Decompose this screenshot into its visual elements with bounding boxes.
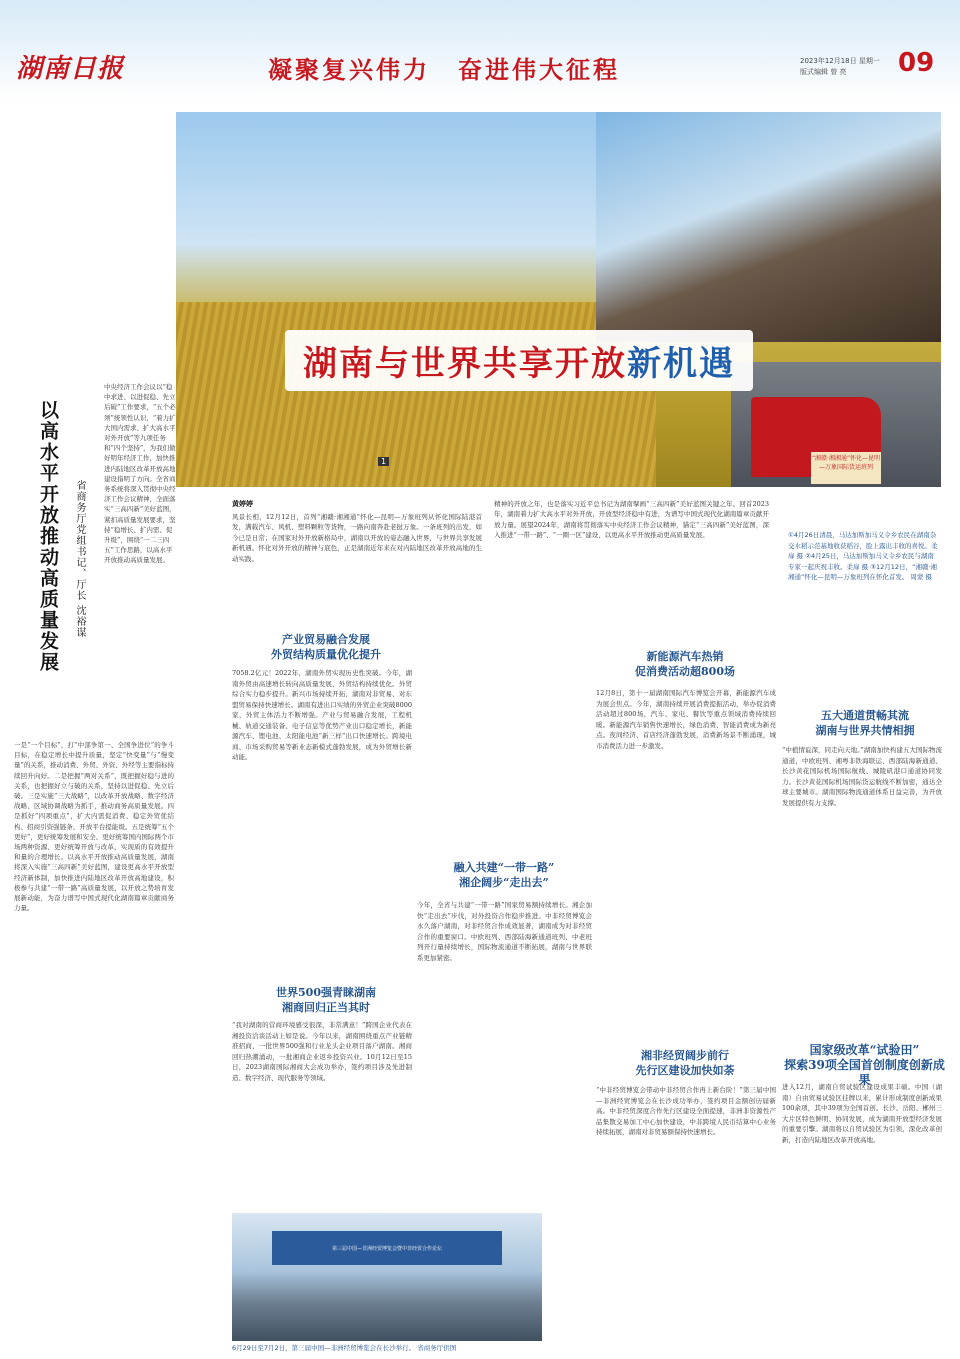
section-title-africa: 湘非经贸阔步前行 先行区建设加快如荼 — [635, 1049, 735, 1077]
newspaper-logo: 湖南日报 — [16, 54, 125, 84]
intro-right: 精神的开放之年，也是落实习近平总书记为湖南擘画“三高四新”美好蓝图关键之年。回首2023年，湖南着力扩大高水平对外开放，开放型经济稳中有进，为谱写中国式现代化湖南篇章贡献开放力量。展望2024年，湖南将贯彻落实中央经济工作会议精神，锚定“三高四新”美好蓝图，深入推进“一带一路”、“一圈一区”建设，以更高水平开放推动更高质量发展。 — [494, 500, 769, 540]
issue-date: 2023年12月18日 星期一 — [800, 57, 880, 65]
left-article-title: 以高水平开放推动高质量发展 — [37, 400, 59, 673]
main-headline — [285, 330, 753, 391]
section-title-channels: 五大通道贯畅其流 湖南与世界共情相拥 — [815, 709, 915, 737]
section-text-trade: 7058.2亿元！2022年，湖南外贸实现历史性突破。今年，湖南外贸由高速增长转向高质量发展，外贸结构持续优化。外贸综合实力稳步提升。新兴市场持续开拓，湖南对非贸易、对东盟贸易保持快速增长。湖南有进出口实绩的外贸企业突破8000家，外贸主体活力不断增强。产业与贸易融合发展，工程机械、轨道交通装备、电子信息等优势产业出口稳定增长，新能源汽车、锂电池、太阳能电池“新三样”出口快速增长。跨境电商、市场采购贸易等新业态新模式蓬勃发展，成为外贸增长新动能。 — [232, 669, 412, 761]
expo-screen-text: 第三届中国—非洲经贸博览会暨中非经贸合作论坛 — [331, 1246, 442, 1252]
intro-left: 风景长相，12月12日，首列“湘赣·湘湘通”怀化—昆明—万象班列从怀化国际陆港首发，满载汽车、风机、塑料颗粒等货物，一路向南奔赴老挝万象。一条班列的出发，如今已是日常；在国家对外开放新格局中，湖南以开放的姿态融入世界，与世界共享发展新机遇。怀化对外开放的精神与底色，正是湖南近年来在对内陆地区改革开放高地的生动实践。 — [232, 513, 482, 563]
issue-meta — [800, 56, 900, 78]
hero-photo-collage — [176, 112, 941, 487]
section-title-beltroad: 融入共建“一带一路” 湘企阔步“走出去” — [453, 861, 555, 889]
headline-red: 湖南与世界共享开放 — [303, 344, 627, 384]
expo-photo-caption: 6月29日至7月2日，第三届中国—非洲经贸博览会在长沙举行。 省商务厅供图 — [232, 1344, 457, 1352]
article-byline: 黄婷婷 — [232, 500, 253, 508]
section-text-ev: 12月8日，第十一届湖南国际汽车博览会开幕，新能源汽车成为展会焦点。今年，湖南持续开展消费提振活动，举办促消费活动超过800场，汽车、家电、餐饮等重点领域消费持续回暖。新能源汽车销售快速增长，绿色消费、智能消费成为新亮点。夜间经济、首店经济蓬勃发展，消费新场景不断涌现，城市消费活力进一步激发。 — [596, 689, 776, 750]
section-text-beltroad: 今年，全省与共建“一带一路”国家贸易额持续增长。湘企加快“走出去”步伐，对外投资合作稳步推进。中非经贸博览会永久落户湖南，对非经贸合作成效显著，湖南成为对非经贸合作的重要窗口。中欧班列、西部陆海新通道班列、中老班列开行量持续增长，国际物流通道不断拓展，湖南与世界联系更加紧密。 — [417, 901, 592, 962]
left-article-body: 一是“一个目标”，打“中部争第一、全国争进位”的争斗目标，在稳定增长中提升质量，坚定“快变量”与“慢变量”的关系，推动消费、外贸、外资、外经等主要指标持续回升向好。二是把握“两对关系”，既把握好稳与进的关系，也把握好立与破的关系，坚持以进促稳、先立后破。三是实施“三大战略”，以改革开放战略、数字经济战略、区域协调战略为抓手，推动商务高质量发展。四是抓好“四项重点”，扩大内需促消费、稳定外贸优结构、招商引资强链条、开放平台提能级。五是统筹“五个更好”，更好统筹发展和安全、更好统筹国内国际两个市场两种资源、更好统筹开放与改革，实现质的有效提升和量的合理增长。以高水平开放推动高质量发展，湖南将深入实施“三高四新”美好蓝图，建设更高水平开放型经济新体制，加快推进内陆地区改革开放高地建设，积极参与共建“一带一路”高质量发展，以开放之势培育发展新动能，为奋力谱写中国式现代化湖南篇章贡献商务力量。 — [14, 741, 174, 913]
photo-marker: 1 — [378, 457, 389, 466]
section-title-trade: 产业贸易融合发展 外贸结构质量优化提升 — [271, 633, 381, 661]
photo-caption-block: ①4月26日清晨，马达加斯加马义令乡农民在湖南杂交水稻示范基地收获稻谷，脸上露出丰收的喜悦。柔扉 摄 ②4月25日，马达加斯加马义令乡农民与湖南专家一起庆祝丰收。柔扉 摄 ③12月12日，“湘赣·湘湘通”怀化—昆明—万象班列在怀化首发。 周蒙 摄 — [788, 531, 938, 581]
section-text-africa: “中非经贸博览会带动中非经贸合作再上新台阶！”第三届中国—非洲经贸博览会在长沙成功举办，签约项目金额创历届新高。中非经贸深度合作先行区建设全面提速，非洲非资源性产品集散交易加工中心加快建设，中非跨境人民币结算中心业务持续拓展，湖南对非贸易额保持快速增长。 — [596, 1086, 776, 1136]
section-title-ftz: 国家级改革“试验田” 探索39项全国首创制度创新成果 — [784, 1043, 945, 1087]
farmers-celebration-photo — [596, 112, 941, 342]
section-text-channels: “中植情谊深，同走向天地。”湖南加快构建五大国际物流通道，中欧班列、湘粤非铁海联运、西部陆海新通道、长沙黄花国际机场国际航线、城陵矶港口通道协同发力。长沙黄花国际机场国际货运航线不断加密，通达全球主要城市。湖南国际物流通道体系日益完善，为开放发展提供有力支撑。 — [782, 746, 942, 807]
left-article-intro: 中央经济工作会议以“稳中求进、以进促稳、先立后破”工作要求，“五个必须”统领性认识，“着力扩大国内需求、扩大高水平对外开放”等九项任务和“四个坚持”，为我们做好明年经济工作，加快推进内陆地区改革开放高地建设指明了方向。全省商务系统将深入贯彻中央经济工作会议精神，全面落实“三高四新”美好蓝图，紧扣高质量发展要求，坚持“稳增长、扩内需、促升级”，围绕“一二三四五”工作思路，以高水平开放推动高质量发展。 — [104, 383, 176, 565]
expo-screen — [272, 1231, 502, 1265]
page-number: 09 — [898, 48, 935, 78]
left-article-author: 省商务厅党组书记、厅长 沈裕谋 — [74, 480, 85, 639]
freight-train-photo — [731, 362, 941, 487]
section-title-500: 世界500强青睐湖南 湘商回归正当其时 — [276, 986, 376, 1014]
section-text-ftz: 进入12月，湖南自贸试验区建设成果丰硕。中国（湖南）自由贸易试验区挂牌以来，累计形成制度创新成果100余项，其中39项为全国首创。长沙、岳阳、郴州三大片区特色鲜明、协同发展，成为湖南开放型经济发展的重要引擎。湖南将以自贸试验区为引领，深化改革创新，打造内陆地区改革开放高地。 — [782, 1083, 942, 1144]
issue-editor: 版式编辑 曾 亮 — [800, 68, 847, 76]
expo-photo — [232, 1213, 542, 1341]
section-text-500: “我对湖南的营商环境感受很深，非常满意！”跨国企业代表在湘投资洽谈活动上如是说。今年以来，湖南围绕重点产业链精准招商，一批世界500强和行业龙头企业项目落户湖南。湘商回归热潮涌动，一批湘商企业返乡投资兴业。10月12日至15日，2023湖南国际湘商大会成功举办，签约项目涉及先进制造、数字经济、现代服务等领域。 — [232, 1021, 412, 1082]
locomotive — [751, 397, 881, 477]
train-banner: “湘赣·湘湘通”怀化—昆明—万象国际货运班列 — [811, 452, 881, 484]
headline-blue: 新机遇 — [627, 344, 735, 384]
page-slogan — [268, 50, 648, 85]
left-column-article — [14, 370, 177, 1340]
slogan-left: 凝聚复兴伟力 — [268, 56, 430, 84]
slogan-right: 奋进伟大征程 — [458, 56, 620, 84]
section-title-ev: 新能源汽车热销 促消费活动超800场 — [635, 650, 735, 678]
